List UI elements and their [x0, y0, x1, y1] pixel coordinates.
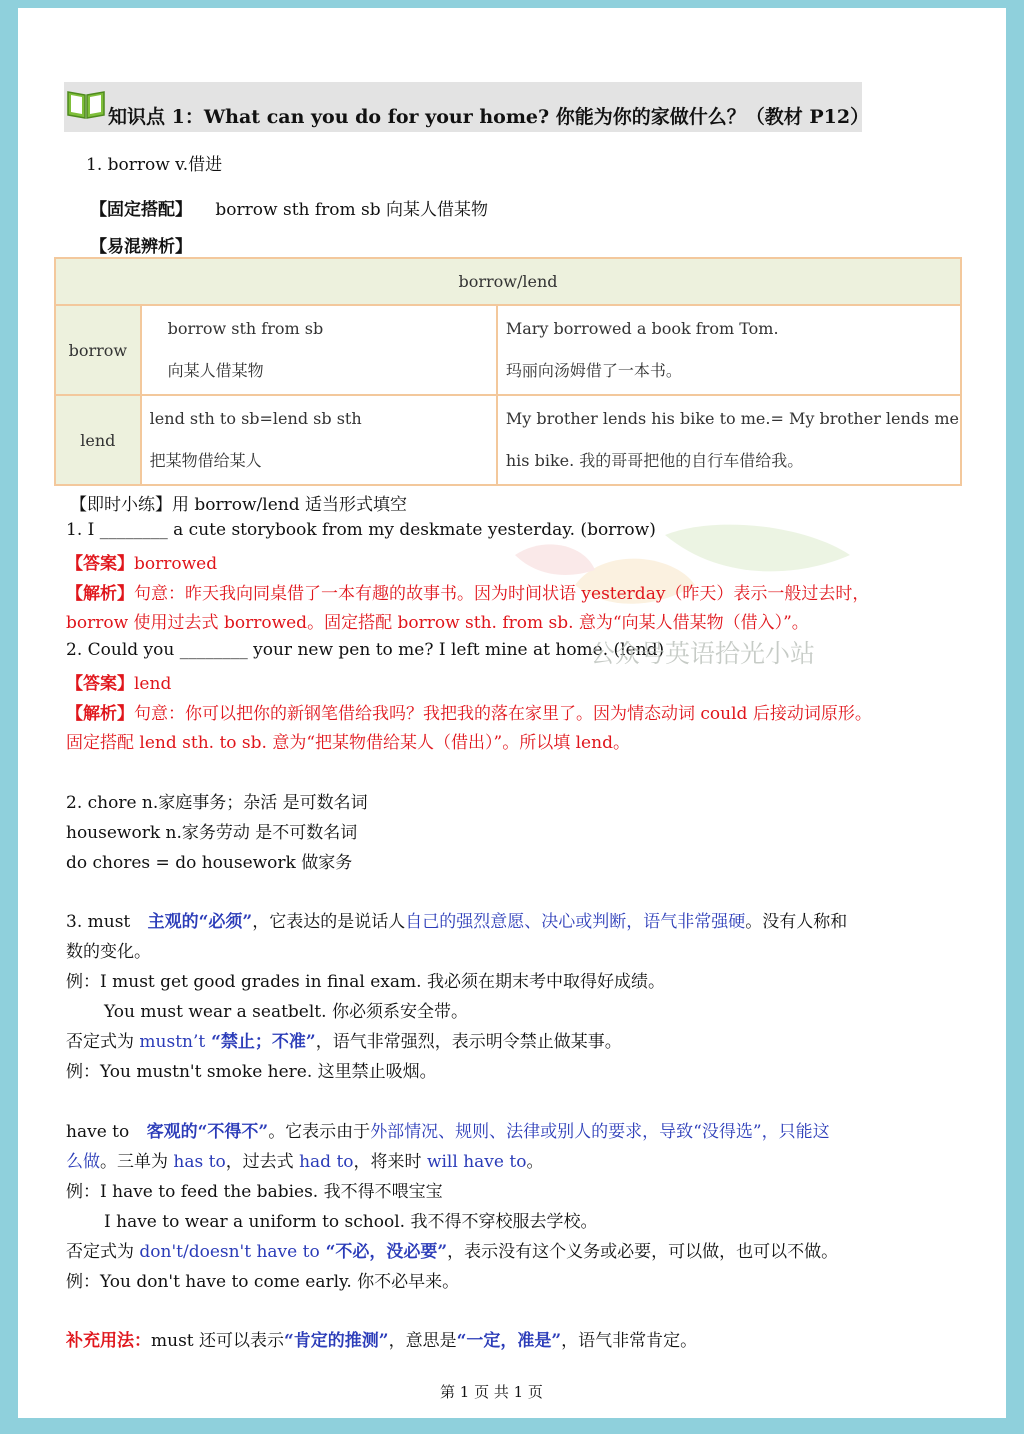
haveto-text5: 。 — [526, 1152, 544, 1172]
confuse-label: 【易混辨析】 — [90, 237, 192, 257]
explanation-label: 【解析】 — [66, 704, 134, 724]
row-label: lend — [55, 395, 141, 485]
neg-meaning: “不必，没必要” — [319, 1242, 448, 1262]
haveto-word: have to — [66, 1122, 130, 1142]
usage-cell — [141, 395, 497, 485]
haveto-past: had to — [299, 1152, 354, 1172]
haveto-text4: ，将来时 — [353, 1152, 427, 1172]
supplement-text3: ，语气非常肯定。 — [561, 1331, 698, 1351]
supplement-highlight2: “一定，准是” — [456, 1331, 562, 1351]
explanation-label: 【解析】 — [66, 584, 134, 604]
haveto-example-1: 例：I have to feed the babies. 我不得不喂宝宝 — [66, 1182, 443, 1202]
haveto-example-2: I have to wear a uniform to school. 我不得不穿校服去学校。 — [104, 1212, 598, 1232]
must-highlight: 自己的强烈意愿、决心或判断，语气非常强硬 — [405, 912, 746, 932]
answer-value: lend — [134, 674, 172, 694]
example-cell — [497, 305, 961, 395]
neg-text1: 否定式为 — [66, 1242, 140, 1262]
usage-cn: 向某人借某物 — [167, 361, 264, 380]
must-number: 3. must — [66, 912, 131, 932]
answer-1 — [66, 549, 217, 574]
haveto-definition-line1 — [66, 1117, 830, 1142]
fixed-collocation — [90, 195, 488, 220]
table-title: borrow/lend — [55, 258, 961, 305]
item2-line2: housework n.家务劳动 是不可数名词 — [66, 823, 358, 843]
explanation-2-line2: 固定搭配 lend sth. to sb. 意为“把某物借给某人（借出）”。所以填 lend。 — [66, 733, 630, 753]
must-example-1: 例：I must get good grades in final exam. 我必须在期末考中取得好成绩。 — [66, 972, 665, 992]
practice-label: 【即时小练】用 borrow/lend 适当形式填空 — [70, 495, 408, 515]
item2-line3: do chores = do housework 做家务 — [66, 853, 353, 873]
question-2: 2. Could you ________ your new pen to me? I left mine at home. (lend) — [66, 640, 665, 660]
usage-en: borrow sth from sb — [167, 319, 324, 338]
supplement-label: 补充用法： — [66, 1331, 151, 1351]
supplement-highlight1: “肯定的推测” — [284, 1331, 389, 1351]
example-en: Mary borrowed a book from Tom. — [505, 319, 779, 338]
table-row — [55, 305, 961, 395]
fixed-text: borrow sth from sb 向某人借某物 — [215, 200, 489, 220]
row-label: borrow — [55, 305, 141, 395]
borrow-lend-table — [54, 257, 962, 486]
explanation-text: 句意：你可以把你的新钢笔借给我吗？我把我的落在家里了。因为情态动词 could 后接动词原形。 — [134, 704, 872, 724]
must-text2: 。没有人称和 — [745, 912, 848, 932]
haveto-text2: 。三单为 — [100, 1152, 174, 1172]
usage-en: lend sth to sb=lend sb sth — [149, 409, 362, 428]
usage-cell — [141, 305, 497, 395]
answer-label: 【答案】 — [66, 674, 134, 694]
answer-label: 【答案】 — [66, 554, 134, 574]
usage-cn: 把某物借给某人 — [149, 451, 262, 470]
fixed-label: 【固定搭配】 — [90, 200, 192, 220]
page-number: 第 1 页 共 1 页 — [440, 1383, 543, 1401]
haveto-negative — [66, 1237, 838, 1262]
answer-2 — [66, 669, 171, 694]
neg-text1: 否定式为 — [66, 1032, 140, 1052]
explanation-1-line2: borrow 使用过去式 borrowed。固定搭配 borrow sth. from sb. 意为“向某人借某物（借入）”。 — [66, 613, 809, 633]
haveto-third-person: has to — [173, 1152, 226, 1172]
must-subjective: 主观的“必须” — [147, 912, 253, 932]
example-cn: 玛丽向汤姆借了一本书。 — [505, 361, 682, 380]
neg-word: mustn’t — [139, 1032, 206, 1052]
explanation-text: 句意：昨天我向同桌借了一本有趣的故事书。因为时间状语 yesterday（昨天）表示一般过去时， — [134, 584, 870, 604]
must-example-2: You must wear a seatbelt. 你必须系安全带。 — [104, 1002, 468, 1022]
question-1: 1. I ________ a cute storybook from my deskmate yesterday. (borrow) — [66, 520, 656, 540]
example-cn: his bike. 我的哥哥把他的自行车借给我。 — [505, 451, 804, 470]
must-example-3: 例：You mustn't smoke here. 这里禁止吸烟。 — [66, 1062, 437, 1082]
supplement-usage — [66, 1326, 697, 1351]
neg-meaning: “禁止；不准” — [205, 1032, 316, 1052]
answer-value: borrowed — [134, 554, 218, 574]
haveto-highlight1: 外部情况、规则、法律或别人的要求，导致“没得选”，只能这 — [370, 1122, 830, 1142]
explanation-2-line1 — [66, 699, 872, 724]
explanation-1-line1 — [66, 579, 869, 604]
haveto-objective: 客观的“不得不” — [146, 1122, 269, 1142]
haveto-text3: ，过去式 — [225, 1152, 300, 1172]
watermark-text: 公众号英语拾光小站 — [590, 639, 816, 668]
must-definition-line2: 数的变化。 — [66, 942, 151, 962]
haveto-text1: 。它表示由于 — [268, 1122, 371, 1142]
must-text1: ，它表达的是说话人 — [252, 912, 406, 932]
open-book-icon — [66, 86, 106, 120]
must-negative — [66, 1027, 622, 1052]
haveto-definition-line2 — [66, 1147, 543, 1172]
supplement-text1: must 还可以表示 — [151, 1331, 285, 1351]
example-cell — [497, 395, 961, 485]
neg-text2: ，表示没有这个义务或必要，可以做，也可以不做。 — [447, 1242, 839, 1262]
table-row — [55, 395, 961, 485]
section-title: 知识点 1：What can you do for your home? 你能为你的家做什么？（教材 P12） — [108, 106, 870, 128]
example-en: My brother lends his bike to me.= My brother lends me — [505, 409, 959, 428]
neg-word: don't/doesn't have to — [139, 1242, 320, 1262]
haveto-future: will have to — [426, 1152, 527, 1172]
haveto-highlight2: 么做 — [66, 1152, 100, 1172]
neg-text2: ，语气非常强烈，表示明令禁止做某事。 — [315, 1032, 622, 1052]
supplement-text2: ，意思是 — [388, 1331, 457, 1351]
haveto-example-3: 例：You don't have to come early. 你不必早来。 — [66, 1272, 460, 1292]
item2-line1: 2. chore n.家庭事务；杂活 是可数名词 — [66, 793, 368, 813]
item1-heading: 1. borrow v.借进 — [86, 155, 223, 175]
must-definition-line1 — [66, 907, 847, 932]
